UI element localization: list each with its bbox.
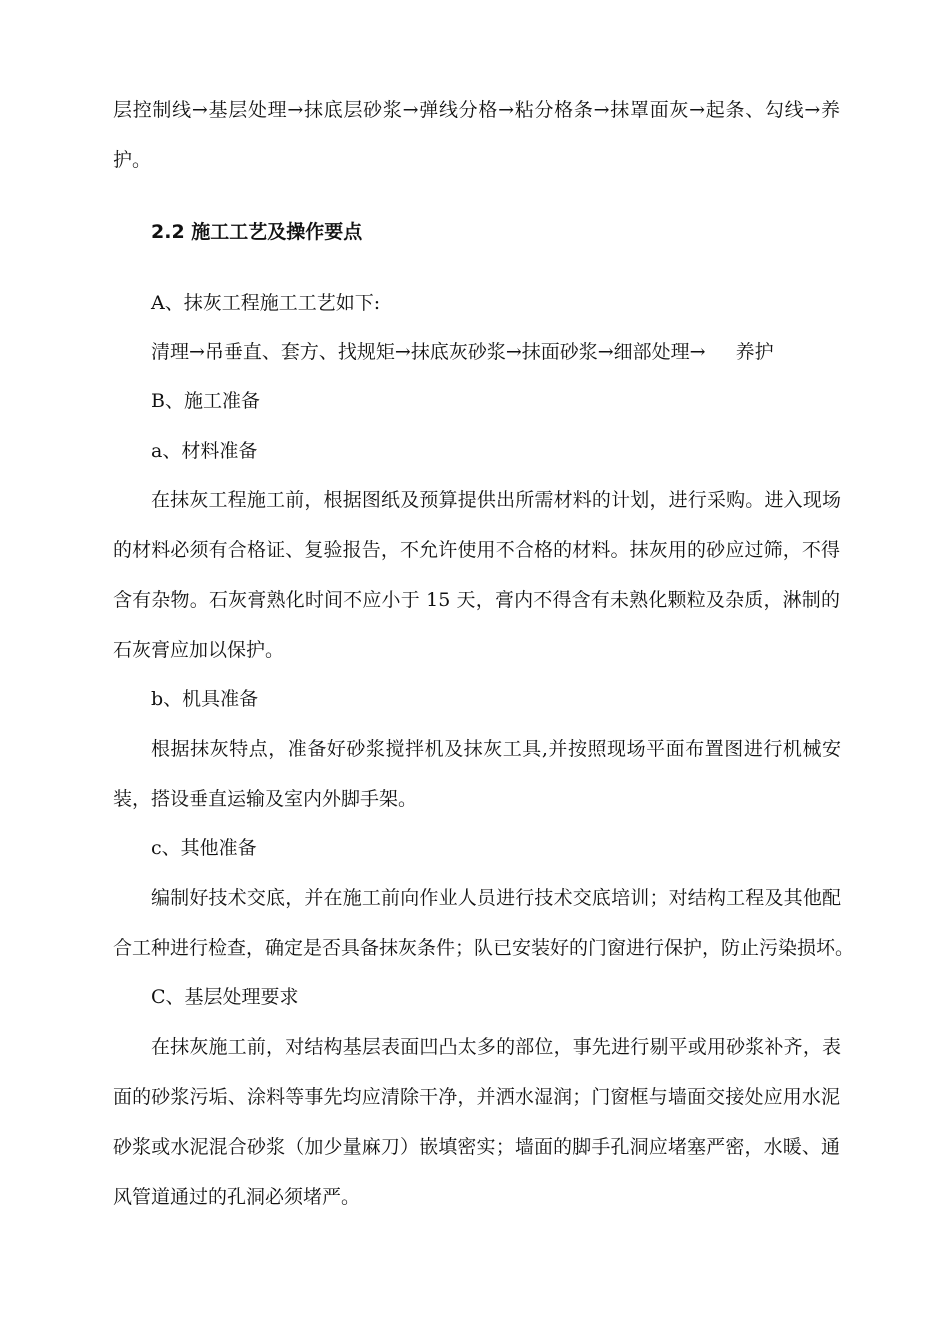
text-line: 在抹灰施工前，对结构基层表面凹凸太多的部位，事先进行剔平或用砂浆补齐，表 [151,1036,841,1058]
text-line: 在抹灰工程施工前，根据图纸及预算提供出所需材料的计划，进行采购。进入现场 [151,489,841,511]
section-heading: 2.2 施工工艺及操作要点 [151,221,363,243]
text-line: 风管道通过的孔洞必须堵严。 [113,1186,361,1208]
text-line: 的材料必须有合格证、复验报告，不允许使用不合格的材料。抹灰用的砂应过筛，不得 [113,539,840,561]
text-line: 护。 [113,149,152,171]
text-line: 装，搭设垂直运输及室内外脚手架。 [113,788,418,810]
subsection-title: c、其他准备 [151,837,257,859]
text-line: 石灰膏应加以保护。 [113,639,285,661]
process-flow-steps: 清理→吊垂直、套方、找规矩→抹底灰砂浆→抹面砂浆→细部处理→ [151,341,706,363]
subsection-title: b、机具准备 [151,688,259,710]
text-line: 砂浆或水泥混合砂浆（加少量麻刀）嵌填密实；墙面的脚手孔洞应堵塞严密，水暖、通 [113,1136,840,1158]
subsection-title: a、材料准备 [151,440,258,462]
process-flow [151,337,881,367]
text-line: 层控制线→基层处理→抹底层砂浆→弹线分格→粘分格条→抹罩面灰→起条、勾线→养 [113,99,840,121]
text-line: 面的砂浆污垢、涂料等事先均应清除干净，并洒水湿润；门窗框与墙面交接处应用水泥 [113,1086,840,1108]
process-flow-last-step: 养护 [735,341,774,363]
text-line: 根据抹灰特点，准备好砂浆搅拌机及抹灰工具,并按照现场平面布置图进行机械安 [151,738,841,760]
text-line: 编制好技术交底，并在施工前向作业人员进行技术交底培训；对结构工程及其他配 [151,887,841,909]
text-line: 含有杂物。石灰膏熟化时间不应小于 15 天，膏内不得含有未熟化颗粒及杂质，淋制的 [113,589,840,611]
subsection-title: A、抹灰工程施工工艺如下: [151,292,381,314]
subsection-title: B、施工准备 [151,390,260,412]
subsection-title: C、基层处理要求 [151,986,299,1008]
text-line: 合工种进行检查，确定是否具备抹灰条件；队已安装好的门窗进行保护，防止污染损坏。 [113,937,855,959]
